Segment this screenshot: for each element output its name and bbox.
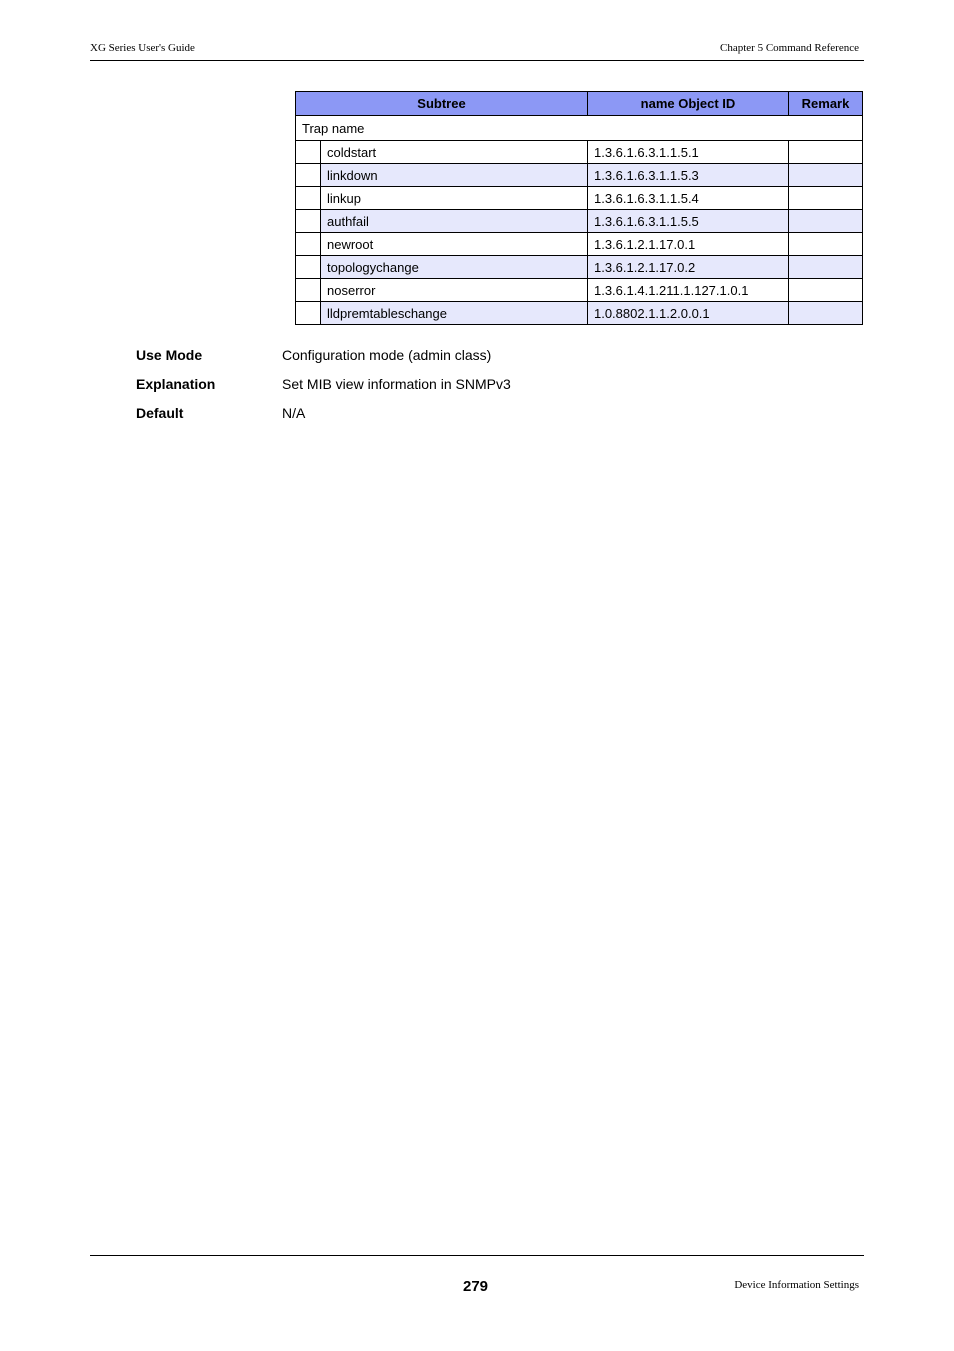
table-row xyxy=(296,279,863,302)
group-row xyxy=(296,116,863,141)
trap-oid: 1.3.6.1.6.3.1.1.5.1 xyxy=(587,141,788,164)
trap-remark xyxy=(788,210,862,233)
trap-name: linkdown xyxy=(321,164,588,187)
trap-remark xyxy=(788,187,862,210)
table-row xyxy=(296,233,863,256)
page-footer xyxy=(90,1255,864,1296)
trap-remark xyxy=(788,233,862,256)
trap-oid: 1.0.8802.1.1.2.0.0.1 xyxy=(587,302,788,325)
prop-value: Configuration mode (admin class) xyxy=(282,347,492,363)
table-row xyxy=(296,164,863,187)
col-header-subtree: Subtree xyxy=(296,92,588,116)
trap-name: topologychange xyxy=(321,256,588,279)
table-header-row xyxy=(296,92,863,116)
header-chapter: Chapter 5 Command Reference xyxy=(720,42,859,54)
table-row xyxy=(296,141,863,164)
footer-section: Device Information Settings xyxy=(734,1279,859,1291)
trap-remark xyxy=(788,302,862,325)
trap-oid: 1.3.6.1.4.1.211.1.127.1.0.1 xyxy=(587,279,788,302)
table-row xyxy=(296,256,863,279)
mib-trap-table xyxy=(295,91,863,325)
trap-oid: 1.3.6.1.6.3.1.1.5.5 xyxy=(587,210,788,233)
trap-name: noserror xyxy=(321,279,588,302)
trap-name: lldpremtableschange xyxy=(321,302,588,325)
group-label: Trap name xyxy=(296,116,863,141)
trap-remark xyxy=(788,256,862,279)
trap-name: newroot xyxy=(321,233,588,256)
page-number: 279 xyxy=(463,1278,489,1295)
trap-remark xyxy=(788,164,862,187)
trap-remark xyxy=(788,141,862,164)
trap-name: linkup xyxy=(321,187,588,210)
table-row xyxy=(296,302,863,325)
trap-name: coldstart xyxy=(321,141,588,164)
prop-value: Set MIB view information in SNMPv3 xyxy=(282,376,511,392)
table-row xyxy=(296,187,863,210)
table-row xyxy=(296,210,863,233)
trap-oid: 1.3.6.1.2.1.17.0.1 xyxy=(587,233,788,256)
trap-name: authfail xyxy=(321,210,588,233)
trap-oid: 1.3.6.1.2.1.17.0.2 xyxy=(587,256,788,279)
prop-label: Explanation xyxy=(136,376,216,392)
col-header-remark: Remark xyxy=(788,92,862,116)
col-header-oid: name Object ID xyxy=(587,92,788,116)
header-title: XG Series User's Guide xyxy=(90,42,195,54)
page-header xyxy=(90,42,864,61)
trap-remark xyxy=(788,279,862,302)
prop-label: Default xyxy=(136,405,184,421)
trap-oid: 1.3.6.1.6.3.1.1.5.4 xyxy=(587,187,788,210)
trap-oid: 1.3.6.1.6.3.1.1.5.3 xyxy=(587,164,788,187)
prop-value: N/A xyxy=(282,405,306,421)
prop-label: Use Mode xyxy=(136,347,203,363)
